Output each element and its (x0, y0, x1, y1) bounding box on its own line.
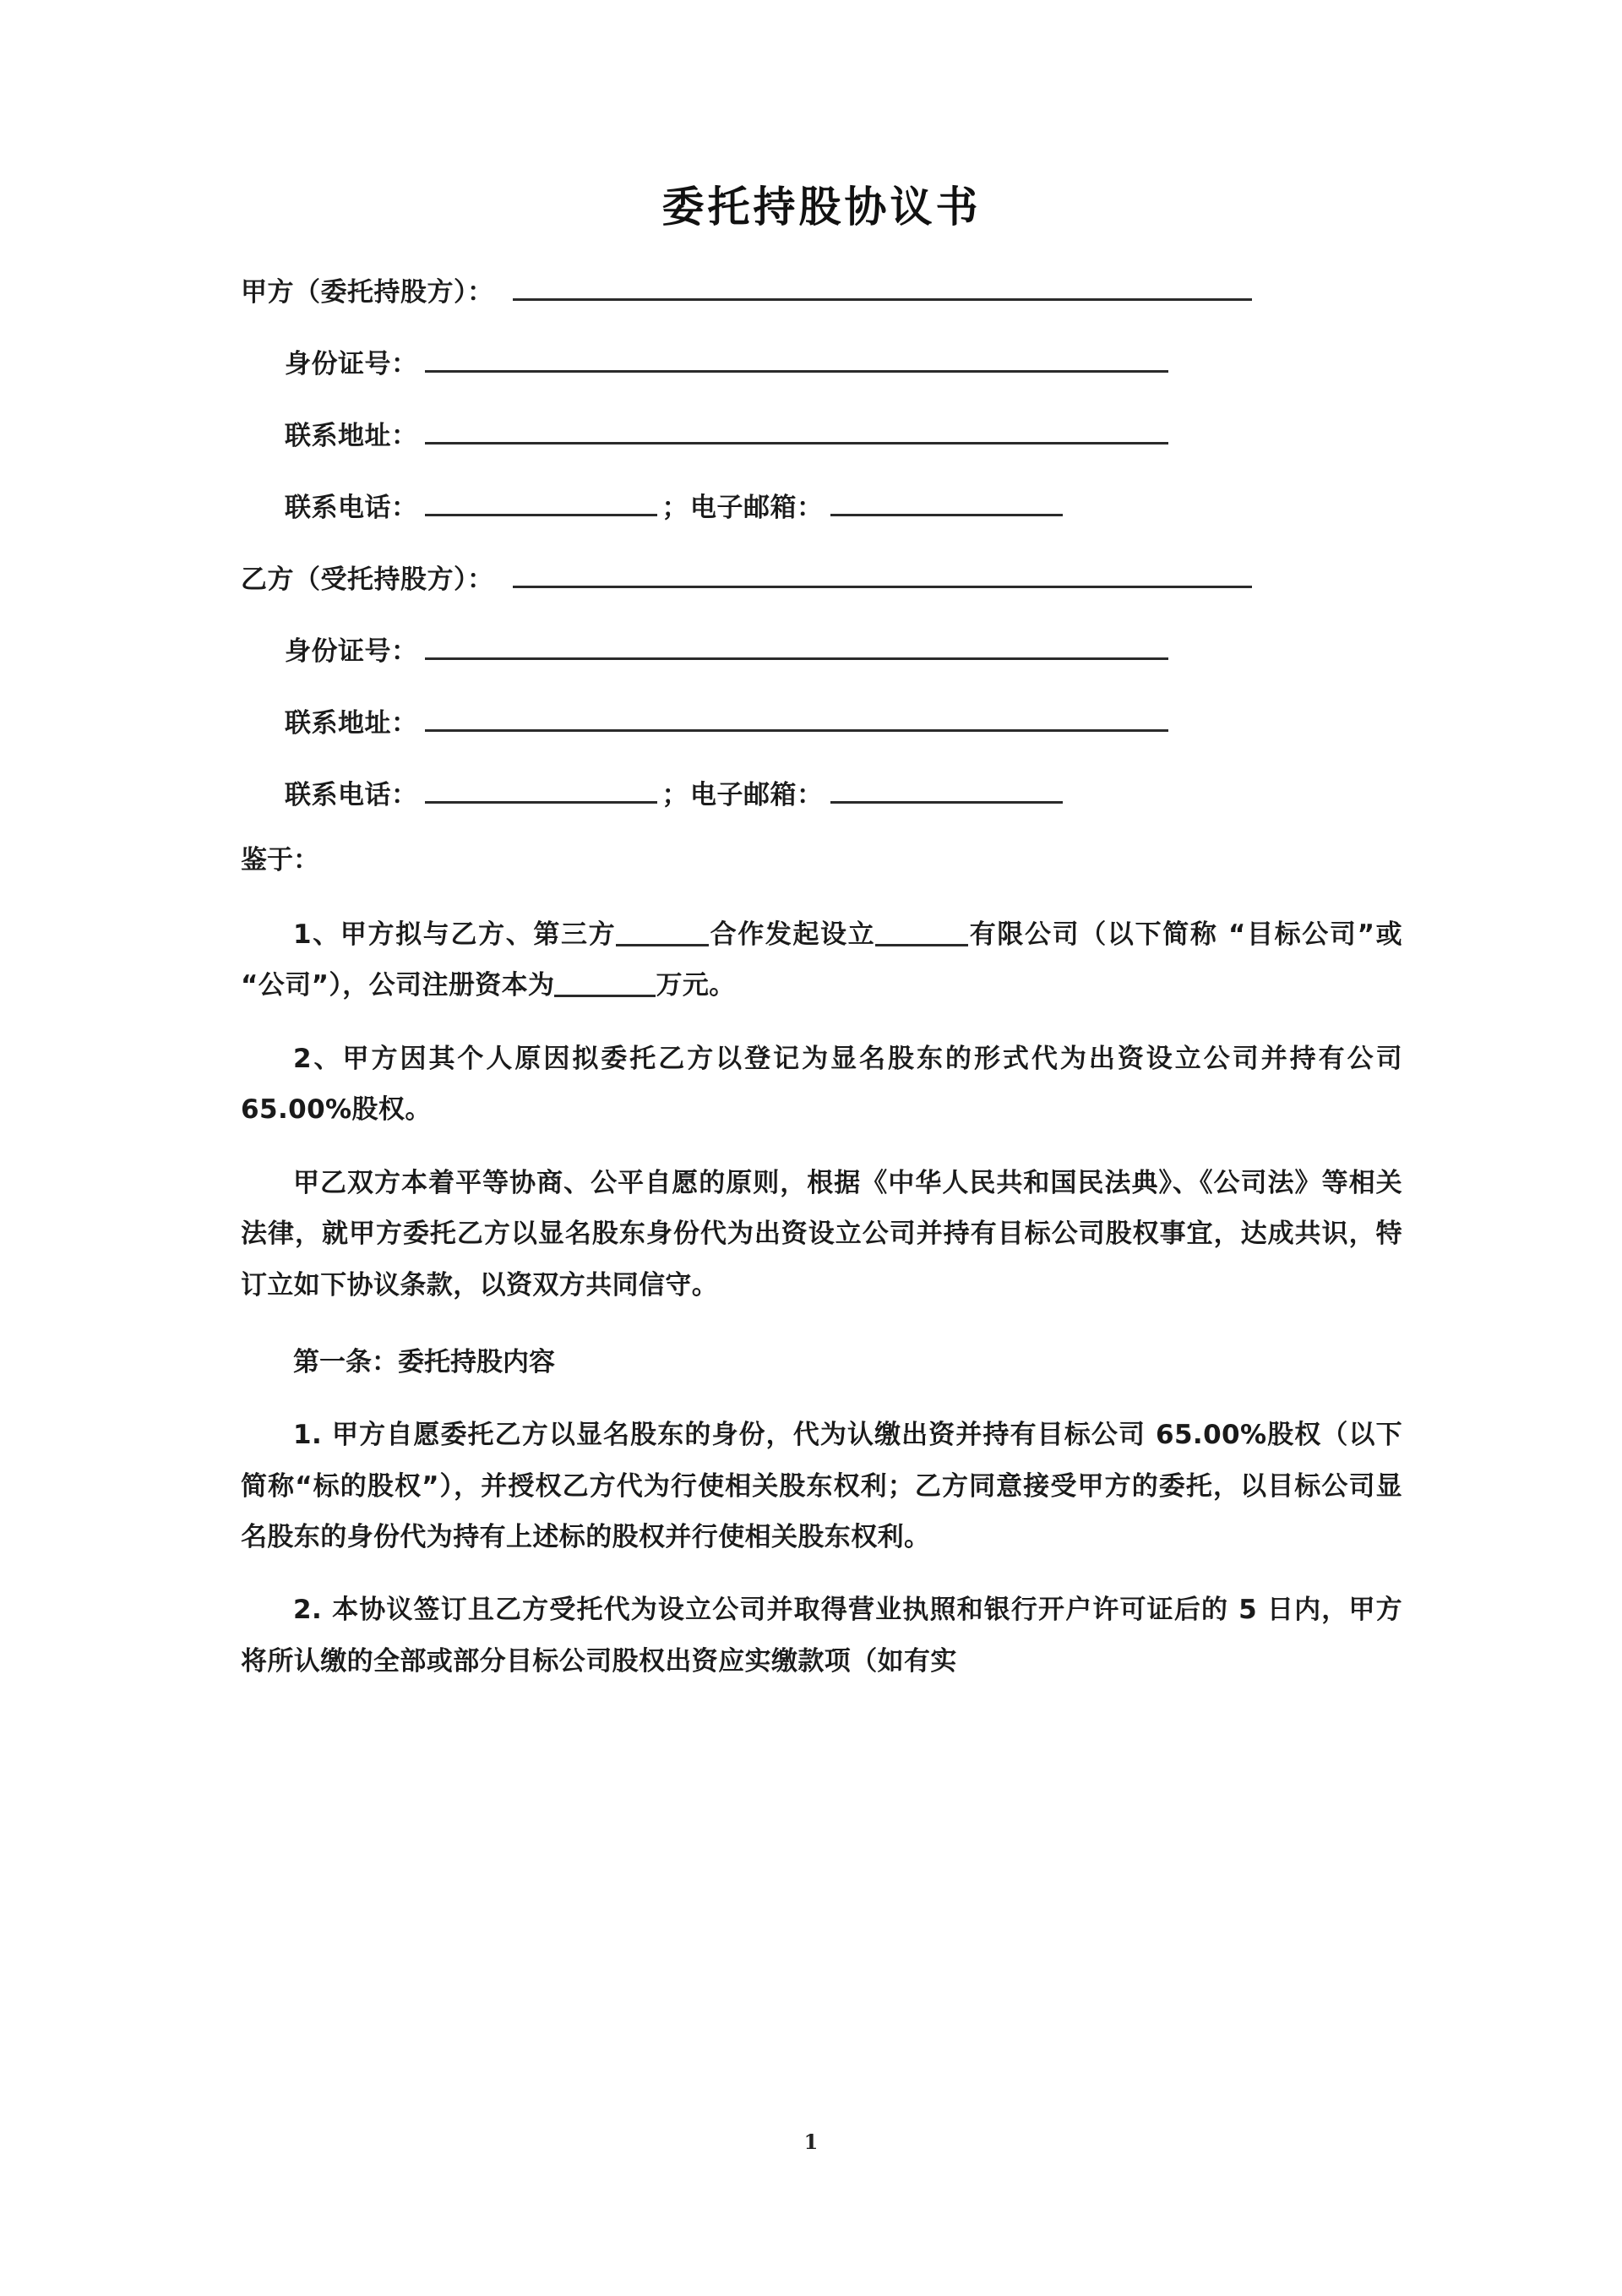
party-b-address-blank[interactable] (425, 704, 1168, 732)
party-b-label: 乙方（受托持股方）： (241, 564, 494, 595)
party-b-name-row (241, 560, 1402, 593)
document-body (241, 182, 1402, 1709)
party-b-email-blank[interactable] (830, 776, 1063, 804)
article-one-heading: 第一条：委托持股内容 (293, 1347, 555, 1378)
recitals-heading: 鉴于： (241, 845, 319, 875)
party-b-email-label: 电子邮箱： (690, 780, 824, 810)
party-a-contact-separator: ； (661, 493, 689, 523)
party-b-phone-label: 联系电话： (285, 780, 418, 810)
party-a-id-row (241, 345, 1402, 378)
article-one-item-1: 1. 甲方自愿委托乙方以显名股东的身份，代为认缴出资并持有目标公司 65.00%股权（以下简称“标的股权”），并授权乙方代为行使相关股东权利；乙方同意接受甲方的委托，以目标公司显名股东的身份代为持有上述标的股权并行使相关股东权利。 (241, 1420, 1402, 1552)
recital-item-2: 2、甲方因其个人原因拟委托乙方以登记为显名股东的形式代为出资设立公司并持有公司 65.00%股权。 (241, 1043, 1402, 1126)
party-b-contact-separator: ； (661, 780, 689, 810)
party-b-name-blank[interactable] (513, 560, 1252, 588)
party-b-id-label: 身份证号： (285, 636, 418, 667)
party-a-contact-row (241, 488, 1402, 521)
page-title: 委托持股协议书 (661, 182, 982, 232)
recital-1-company-name-blank[interactable] (875, 925, 968, 946)
party-b-id-blank[interactable] (425, 632, 1168, 660)
party-a-address-label: 联系地址： (285, 421, 418, 451)
party-b-address-row (241, 704, 1402, 737)
party-a-name-row (241, 273, 1402, 306)
recital-1-third-party-blank[interactable] (616, 925, 709, 946)
party-b-phone-blank[interactable] (425, 776, 657, 804)
party-a-label: 甲方（委托持股方）： (241, 277, 494, 308)
party-a-id-blank[interactable] (425, 345, 1168, 373)
article-one-item-2: 2. 本协议签订且乙方受托代为设立公司并取得营业执照和银行开户许可证后的 5 日内，甲方将所认缴的全部或部分目标公司股权出资应实缴款项（如有实 (241, 1595, 1402, 1677)
recital-1-text-b: 合作发起设立 (709, 919, 876, 950)
party-b-id-row (241, 632, 1402, 665)
party-a-phone-label: 联系电话： (285, 493, 418, 523)
recital-1-text-a: 1、甲方拟与乙方、第三方 (293, 919, 617, 950)
page-number: 1 (803, 2130, 819, 2154)
recital-1-text-c: 有限公司（以下简称 “目标公司”或“公司”），公司注册资本为 (241, 919, 1402, 1001)
party-a-address-row (241, 417, 1402, 450)
recital-1-capital-blank[interactable] (554, 976, 656, 997)
recital-item-1 (241, 909, 1402, 1012)
party-a-name-blank[interactable] (513, 273, 1252, 301)
party-b-contact-row (241, 776, 1402, 809)
party-a-address-blank[interactable] (425, 417, 1168, 444)
party-a-id-label: 身份证号： (285, 349, 418, 379)
party-b-address-label: 联系地址： (285, 708, 418, 739)
party-a-email-label: 电子邮箱： (690, 493, 824, 523)
recital-1-text-d: 万元。 (656, 970, 736, 1001)
party-a-email-blank[interactable] (830, 488, 1063, 516)
party-a-phone-blank[interactable] (425, 488, 657, 516)
recital-closing-paragraph: 甲乙双方本着平等协商、公平自愿的原则，根据《中华人民共和国民法典》、《公司法》等相关法律，就甲方委托乙方以显名股东身份代为出资设立公司并持有目标公司股权事宜，达成共识，特订立如下协议条款，以资双方共同信守。 (241, 1167, 1402, 1301)
